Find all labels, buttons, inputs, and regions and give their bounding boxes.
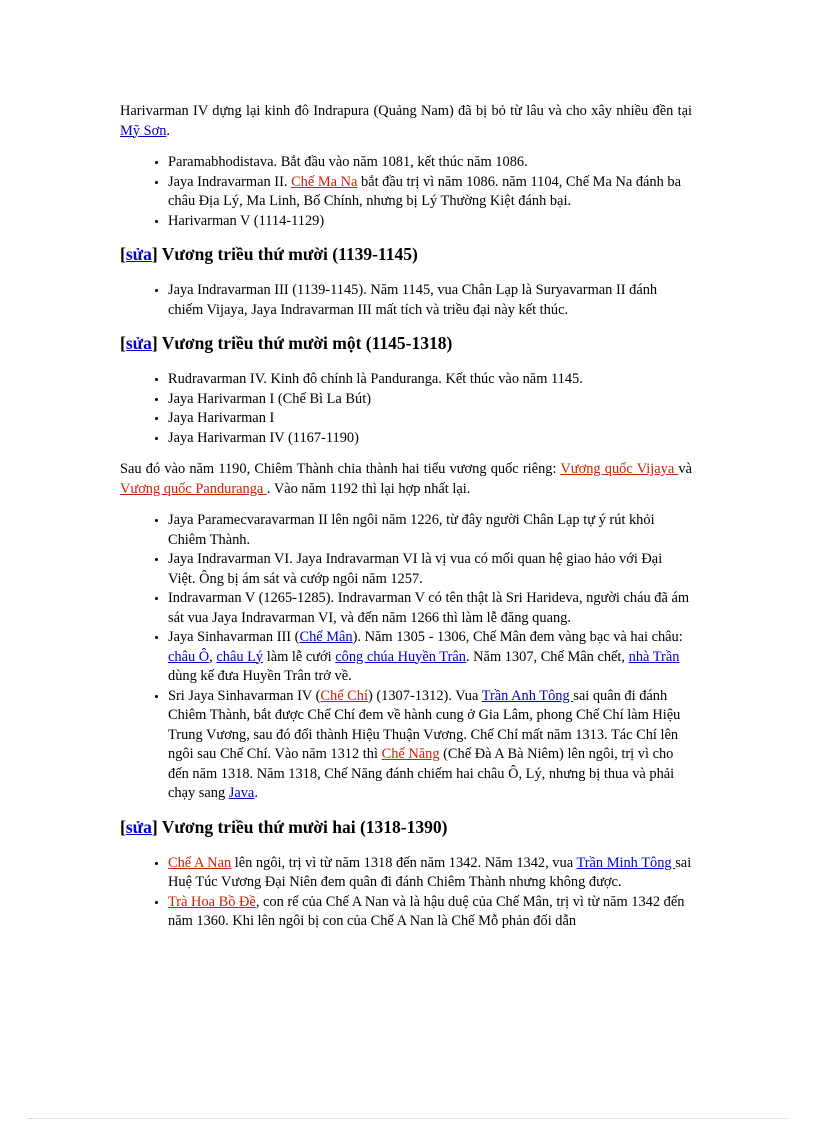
heading-title: Vương triều thứ mười hai (1318-1390) [161,816,448,837]
link-panduranga[interactable]: Vương quốc Panduranga [120,480,267,497]
list-item-text: Jaya Harivarman I (Chế Bì La Bút) [168,390,372,407]
link-nha-tran[interactable]: nhà Trần [628,648,680,665]
split-paragraph [120,460,692,499]
list-item [168,429,692,449]
list-item [168,854,692,893]
list-item [168,893,692,932]
list-item-text: Jaya Paramecvaravarman II lên ngôi năm 1226, từ đây người Chân Lạp tự ý rút khỏi Chiêm Thành. [168,512,655,548]
list-item-text: Indravarman V (1265-1285). Indravarman V có tên thật là Sri Harideva, người cháu đã ám sát vua Jaya Indravarman VI, và đến năm 1266 thì làm lễ đăng quang. [168,590,690,626]
list-item-text: sai quân đi đánh Chiêm Thành, bắt được Chế Chí đem về hành cung ở Gia Lâm, phong Chế Chí làm Hiệu Trung Vương, sau đó đổi thành Hiệu Thuận Vương. Chế Chí mất năm 1313. Tác Chí lên ngôi sau Chế Chí. Vào năm 1312 thì [168,687,681,762]
edit-bracket-open: [ [120,244,126,264]
rulers-list-1 [120,153,692,231]
list-item [168,370,692,390]
list-item [168,550,692,589]
list-item-text: Harivarman V (1114-1129) [168,212,325,229]
edit-bracket-close: ] [151,816,158,837]
link-tran-anh-tong[interactable]: Trần Anh Tông [481,687,574,704]
list-item-text: . [254,785,258,801]
intro-text: Harivarman IV dựng lại kinh đô Indrapura (Quảng Nam) đã bị bỏ từ lâu và cho xây nhiều đền tại [120,103,692,119]
list-item-text: (Chế Đà A Bà Niêm) lên ngôi, trị vì cho đến năm 1318. Năm 1318, Chế Năng đánh chiếm hai châu Ô, Lý, nhưng bị thua và phải chạy sang [168,746,675,801]
list-item-text: ) (1307-1312). Vua [367,687,482,704]
link-chau-ly[interactable]: châu Lý [216,648,264,665]
heading-dynasty-12 [120,814,692,840]
edit-bracket-open: [ [120,333,126,353]
edit-bracket-close: ] [151,333,158,353]
document-page [120,102,692,932]
rulers-list-10 [120,281,692,320]
link-tran-minh-tong[interactable]: Trần Minh Tông [576,854,676,871]
list-item [168,511,692,550]
link-che-ma-na[interactable]: Chế Ma Na [291,173,358,190]
heading-dynasty-10 [120,241,692,267]
list-item [168,589,692,628]
list-item-text: Jaya Indravarman VI. Jaya Indravarman VI là vị vua có mối quan hệ giao hảo với Đại Việt. Ông bị ám sát và cướp ngôi năm 1257. [168,551,663,587]
list-item-text: Jaya Sinhavarman III ( [168,629,300,645]
list-item [168,173,692,212]
list-item-text: dùng kế đưa Huyền Trân trở về. [168,668,352,684]
list-item [168,390,692,410]
link-che-a-nan[interactable]: Chế A Nan [168,854,232,871]
list-item-text: Rudravarman IV. Kinh đô chính là Panduranga. Kết thúc vào năm 1145. [168,371,583,387]
list-item [168,409,692,429]
list-item-text: Jaya Indravarman III (1139-1145). Năm 1145, vua Chân Lạp là Suryavarman II đánh chiếm Vijaya, Jaya Indravarman III mất tích và triều đại này kết thúc. [168,282,658,318]
link-my-son[interactable]: Mỹ Sơn [120,122,167,139]
edit-link[interactable]: sửa [125,244,152,264]
link-chau-o[interactable]: châu Ô [168,648,210,665]
list-item [168,281,692,320]
list-item-text: Paramabhodistava. Bắt đầu vào năm 1081, kết thúc năm 1086. [168,154,528,170]
edit-bracket-open: [ [120,816,126,837]
rulers-list-12 [120,854,692,932]
paragraph-text: Sau đó vào năm 1190, Chiêm Thành chia thành hai tiểu vương quốc riêng: [120,461,561,477]
list-item-text: Jaya Harivarman IV (1167-1190) [168,429,359,446]
list-item [168,628,692,687]
list-item [168,153,692,173]
link-che-nang[interactable]: Chế Năng [381,746,440,762]
rulers-list-11b [120,511,692,804]
list-item-text: lên ngôi, trị vì từ năm 1318 đến năm 1342. Năm 1342, vua [231,854,577,871]
list-item-text: . Năm 1307, Chế Mân chết, [465,648,629,665]
edit-link[interactable]: sửa [125,333,152,353]
link-che-man[interactable]: Chế Mân [299,629,353,645]
list-item-text: Sri Jaya Sinhavarman IV ( [168,687,321,704]
rulers-list-11 [120,370,692,448]
list-item-text: , con rể của Chế A Nan và là hậu duệ của Chế Mân, trị vì từ năm 1342 đến năm 1360. Khi lên ngôi bị con của Chế A Nan là Chế Mỗ phản đối dẫn [168,893,685,929]
list-item-text: ). Năm 1305 - 1306, Chế Mân đem vàng bạc và hai châu: [352,629,683,645]
link-vijaya[interactable]: Vương quốc Vijaya [560,461,679,477]
list-item-text: bắt đầu trị vì năm 1086. năm 1104, Chế Ma Na đánh ba châu Địa Lý, Ma Linh, Bố Chính, nhưng bị Lý Thường Kiệt đánh bại. [168,173,681,209]
link-che-chi[interactable]: Chế Chí [320,687,368,704]
intro-text-end: . [166,122,171,139]
list-item-text: làm lễ cưới [263,648,336,665]
link-huyen-tran[interactable]: công chúa Huyền Trân [335,648,466,665]
intro-paragraph [120,102,692,141]
heading-dynasty-11 [120,330,692,356]
heading-title: Vương triều thứ mười một (1145-1318) [161,333,453,353]
list-item [168,212,692,232]
paragraph-text: . Vào năm 1192 thì lại hợp nhất lại. [266,480,471,497]
list-item-text: Jaya Harivarman I [168,410,275,426]
link-java[interactable]: Java [228,785,255,801]
list-item-text: Jaya Indravarman II. [168,173,292,190]
list-item-text: sai Huệ Túc Vương Đại Niên đem quân đi đánh Chiêm Thành nhưng không được. [168,854,692,890]
edit-bracket-close: ] [151,244,158,264]
list-item-text: , [209,648,217,665]
link-tra-hoa-bo-de[interactable]: Trà Hoa Bồ Đề [168,893,256,910]
heading-title: Vương triều thứ mười (1139-1145) [161,244,418,264]
list-item [168,687,692,804]
page-bottom-divider [28,1118,788,1119]
edit-link[interactable]: sửa [125,816,152,837]
paragraph-text: và [678,461,692,477]
